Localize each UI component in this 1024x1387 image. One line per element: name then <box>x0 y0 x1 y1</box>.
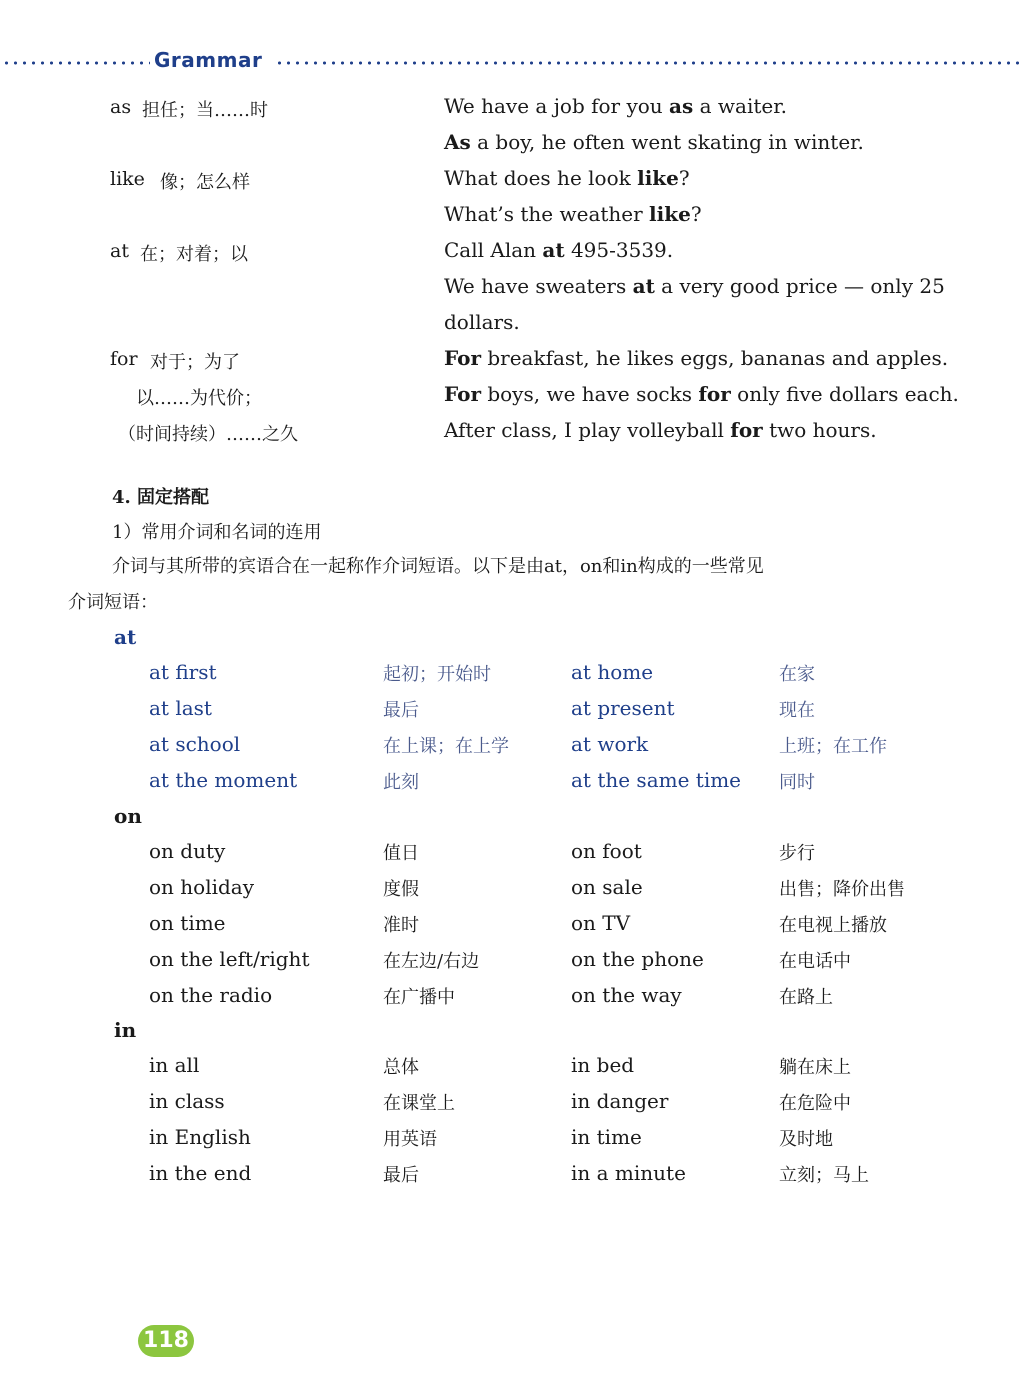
usage-example: After class, I play volleyball for two hours. <box>444 418 877 442</box>
phrase-row <box>0 696 1024 732</box>
phrase-meaning: 及时地 <box>779 1129 833 1150</box>
phrase: at present <box>571 696 675 720</box>
usage-word: like <box>110 168 145 190</box>
usage-example: Call Alan at 495-3539. <box>444 238 674 262</box>
phrase-meaning: 同时 <box>779 772 815 793</box>
phrase-meaning: 此刻 <box>383 772 419 793</box>
phrase-meaning: 在电话中 <box>779 951 851 972</box>
usage-row <box>0 416 1024 452</box>
usage-word: at <box>110 240 129 262</box>
phrase: on TV <box>571 911 631 935</box>
phrase: on duty <box>149 839 226 863</box>
phrase-meaning: 总体 <box>383 1057 419 1078</box>
phrase: on the left/right <box>149 947 310 971</box>
group-heading-on: on <box>114 804 142 828</box>
usage-example: For breakfast, he likes eggs, bananas and apples. <box>444 346 949 370</box>
phrase-row <box>0 947 1024 983</box>
usage-example: What’s the weather like? <box>444 202 702 226</box>
usage-example: We have sweaters at a very good price — only 25 <box>444 274 945 298</box>
usage-row <box>0 380 1024 416</box>
phrase: in danger <box>571 1089 669 1113</box>
phrase-meaning: 在路上 <box>779 987 833 1008</box>
phrase: on time <box>149 911 226 935</box>
phrase-row <box>0 1089 1024 1125</box>
phrase: on foot <box>571 839 642 863</box>
phrase-row <box>0 911 1024 947</box>
usage-row <box>0 272 1024 308</box>
phrase-meaning: 躺在床上 <box>779 1057 851 1078</box>
phrase-meaning: 在课堂上 <box>383 1093 455 1114</box>
phrase: on the phone <box>571 947 704 971</box>
phrase-row <box>0 768 1024 804</box>
phrase-meaning: 现在 <box>779 700 815 721</box>
phrase: in class <box>149 1089 225 1113</box>
phrase: on the radio <box>149 983 273 1007</box>
phrase: at the moment <box>149 768 298 792</box>
dotted-rule-right <box>275 61 1020 65</box>
usage-row <box>0 128 1024 164</box>
phrase-meaning: 在上课；在上学 <box>383 736 509 757</box>
phrase-meaning: 在广播中 <box>383 987 455 1008</box>
dotted-rule-left <box>2 61 150 65</box>
phrase-meaning: 最后 <box>383 1165 419 1186</box>
usage-meaning: 以……为代价； <box>136 388 262 409</box>
phrase-row <box>0 875 1024 911</box>
phrase: at school <box>149 732 241 756</box>
phrase: at the same time <box>571 768 742 792</box>
phrase: in the end <box>149 1161 252 1185</box>
phrase: in bed <box>571 1053 635 1077</box>
usage-row-at <box>0 236 1024 272</box>
phrase-meaning: 在电视上播放 <box>779 915 887 936</box>
usage-meaning: （时间持续）……之久 <box>118 424 298 445</box>
usage-meaning: 在；对着；以 <box>140 244 248 265</box>
usage-row-as <box>0 92 1024 128</box>
usage-example: For boys, we have socks for only five dollars each. <box>444 382 959 406</box>
phrase-meaning: 在危险中 <box>779 1093 851 1114</box>
phrase-meaning: 起初；开始时 <box>383 664 491 685</box>
usage-example: dollars. <box>444 310 520 334</box>
intro-text: 介词与其所带的宾语合在一起称作介词短语。以下是由at，on和in构成的一些常见 <box>112 556 764 577</box>
usage-example: We have a job for you as a waiter. <box>444 94 787 118</box>
page-number: 118 <box>143 1328 189 1353</box>
phrase: on the way <box>571 983 682 1007</box>
usage-meaning: 对于；为了 <box>150 352 240 373</box>
section-header <box>0 48 1024 76</box>
usage-meaning: 像；怎么样 <box>160 172 250 193</box>
phrase-row <box>0 732 1024 768</box>
subsection-heading: 4. 固定搭配 <box>112 487 210 508</box>
section-title: Grammar <box>154 48 263 72</box>
phrase: in time <box>571 1125 642 1149</box>
phrase-meaning: 最后 <box>383 700 419 721</box>
phrase-row <box>0 1053 1024 1089</box>
usage-word: for <box>110 348 138 370</box>
phrase-meaning: 准时 <box>383 915 419 936</box>
phrase-meaning: 在家 <box>779 664 815 685</box>
phrase-row <box>0 1125 1024 1161</box>
usage-word: as <box>110 96 132 118</box>
preposition-usage-list <box>0 92 1024 452</box>
usage-row-for <box>0 344 1024 380</box>
phrase-row <box>0 660 1024 696</box>
phrase: in a minute <box>571 1161 686 1185</box>
phrase-row <box>0 839 1024 875</box>
phrase-row <box>0 983 1024 1019</box>
phrase-meaning: 值日 <box>383 843 419 864</box>
phrase: on sale <box>571 875 643 899</box>
phrase: in all <box>149 1053 200 1077</box>
usage-row-like <box>0 164 1024 200</box>
phrase-meaning: 上班；在工作 <box>779 736 887 757</box>
page-number-badge <box>138 1325 194 1357</box>
usage-row <box>0 200 1024 236</box>
phrase-meaning: 立刻；马上 <box>779 1165 869 1186</box>
usage-example: What does he look like? <box>444 166 690 190</box>
phrase: on holiday <box>149 875 255 899</box>
usage-example: As a boy, he often went skating in winter. <box>444 130 864 154</box>
group-heading-at: at <box>114 625 137 649</box>
phrase-row <box>0 1161 1024 1197</box>
phrase: at last <box>149 696 212 720</box>
phrase: at work <box>571 732 649 756</box>
usage-meaning: 担任；当……时 <box>142 100 268 121</box>
phrase: at home <box>571 660 654 684</box>
usage-row <box>0 308 1024 344</box>
phrase: at first <box>149 660 217 684</box>
phrase-meaning: 出售；降价出售 <box>779 879 905 900</box>
subsection-subheading: 1）常用介词和名词的连用 <box>112 522 322 543</box>
phrase-meaning: 度假 <box>383 879 419 900</box>
phrase: in English <box>149 1125 251 1149</box>
phrase-meaning: 步行 <box>779 843 815 864</box>
group-heading-in: in <box>114 1018 137 1042</box>
intro-text-continued: 介词短语： <box>68 592 158 613</box>
phrase-meaning: 用英语 <box>383 1129 437 1150</box>
phrase-meaning: 在左边/右边 <box>383 951 480 972</box>
